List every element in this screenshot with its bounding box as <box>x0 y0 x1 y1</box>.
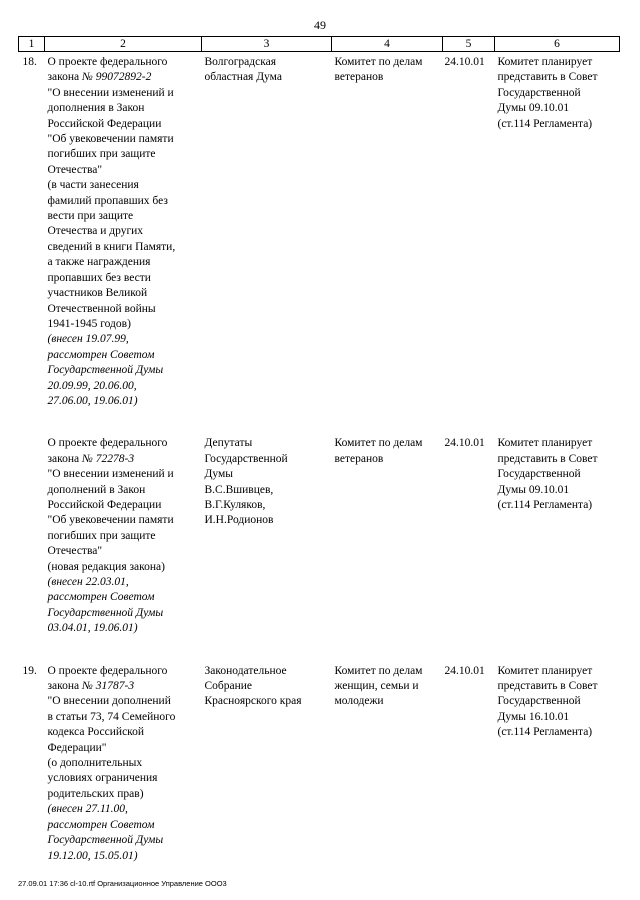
bill-description-line: "О внесении изменений и <box>47 86 174 99</box>
bill-title-line <box>48 679 202 694</box>
note-cell <box>495 433 620 636</box>
initiator-line: И.Н.Родионов <box>204 514 274 527</box>
note-line: представить в Совет <box>497 71 598 84</box>
note-cell <box>495 661 620 864</box>
row-spacer <box>19 637 620 661</box>
committee-cell <box>332 52 443 410</box>
note-line: Государственной <box>497 468 581 481</box>
bill-description-line: дополнений в Закон <box>47 483 146 496</box>
committee-cell <box>332 661 443 864</box>
initiator-line: В.С.Вшивцев, <box>204 483 274 496</box>
note-line: (ст.114 Регламента) <box>497 726 593 739</box>
bill-description-line: пропавших без вести <box>47 271 151 284</box>
initiator-line: В.Г.Куляков, <box>204 498 266 511</box>
note-line: Государственной <box>497 695 581 708</box>
committee-cell <box>332 433 443 636</box>
bill-description-line: погибших при защите <box>47 529 156 542</box>
initiator-line: Депутаты <box>204 437 253 450</box>
row-number-cell <box>19 52 45 410</box>
bill-status-line: Государственной Думы <box>47 606 164 619</box>
note-line: Думы 09.10.01 <box>497 102 570 115</box>
committee-line: ветеранов <box>334 71 384 84</box>
note-cell <box>495 52 620 410</box>
bill-status-line: рассмотрен Советом <box>47 348 155 361</box>
bill-number: № 31787-3 <box>82 680 135 693</box>
column-header: 2 <box>45 37 202 52</box>
bill-description-line: сведений в книги Памяти, <box>47 240 176 253</box>
bill-title: О проекте федерального <box>47 664 168 677</box>
initiator-line: Красноярского края <box>204 695 302 708</box>
table-row <box>19 661 620 864</box>
initiator-line: Думы <box>204 468 233 481</box>
date-cell <box>443 52 495 410</box>
bill-status-line: Государственной Думы <box>47 834 164 847</box>
bill-title-prefix: закона <box>47 71 83 84</box>
note-line: Комитет планирует <box>497 664 593 677</box>
date-value: 24.10.01 <box>444 437 485 450</box>
column-header: 6 <box>495 37 620 52</box>
note-line: Комитет планирует <box>497 437 593 450</box>
bill-description-line: Отечества" <box>47 163 103 176</box>
bill-description-line: условиях ограничения <box>47 772 158 785</box>
bill-description-line: (в части занесения <box>47 179 139 192</box>
note-line: Думы 09.10.01 <box>497 483 570 496</box>
committee-line: женщин, семьи и <box>334 680 419 693</box>
note-line: Думы 16.10.01 <box>497 710 570 723</box>
bill-description-line: (новая редакция закона) <box>47 560 165 573</box>
date-cell <box>443 433 495 636</box>
bill-title: О проекте федерального <box>47 56 168 68</box>
bill-description-line: вести при защите <box>47 210 134 223</box>
table-row <box>19 52 620 410</box>
date-value: 24.10.01 <box>444 664 485 677</box>
bill-description-line: дополнения в Закон <box>47 102 145 115</box>
bill-description-line: "О внесении дополнений <box>47 695 171 708</box>
note-line: (ст.114 Регламента) <box>497 117 593 130</box>
table-body <box>19 52 620 864</box>
note-line: представить в Совет <box>497 680 598 693</box>
bill-cell <box>45 52 202 410</box>
column-header: 3 <box>202 37 332 52</box>
bill-description-line: Российской Федерации <box>47 498 162 511</box>
bill-number: № 72278-3 <box>82 452 135 465</box>
initiator-line: областная Дума <box>204 71 282 84</box>
date-cell <box>443 661 495 864</box>
initiator-cell <box>202 661 332 864</box>
bill-description-line: (о дополнительных <box>47 757 143 770</box>
bill-status-line: (внесен 27.11.00, <box>47 803 128 816</box>
bill-description-line: в статьи 73, 74 Семейного <box>47 710 176 723</box>
bill-status-line: 19.12.00, 15.05.01) <box>47 849 138 862</box>
note-line: (ст.114 Регламента) <box>497 498 593 511</box>
bill-status-line: (внесен 22.03.01, <box>47 576 129 588</box>
bill-title-line <box>48 452 202 467</box>
note-line: представить в Совет <box>497 452 598 465</box>
bill-title-prefix: закона <box>47 452 83 465</box>
note-line: Комитет планирует <box>497 56 593 68</box>
bill-cell <box>45 661 202 864</box>
bill-description-line: "Об увековечении памяти <box>47 133 174 146</box>
initiator-cell <box>202 52 332 410</box>
bill-status-line: рассмотрен Советом <box>47 818 155 831</box>
column-header: 1 <box>19 37 45 52</box>
committee-line: Комитет по делам <box>334 664 423 677</box>
bill-description-line: участников Великой <box>47 287 148 300</box>
row-number-cell <box>19 433 45 636</box>
bill-cell <box>45 433 202 636</box>
date-value: 24.10.01 <box>444 56 485 68</box>
committee-line: Комитет по делам <box>334 437 423 450</box>
bill-description-line: Федерации" <box>47 741 107 754</box>
bill-description-line: Отечественной войны <box>47 302 156 315</box>
committee-line: Комитет по делам <box>334 56 423 68</box>
bill-status-line: (внесен 19.07.99, <box>47 333 129 346</box>
row-spacer <box>19 409 620 433</box>
table-row <box>19 433 620 636</box>
bill-number: № 99072892-2 <box>82 71 152 84</box>
bill-description-line: Российской Федерации <box>47 117 162 130</box>
initiator-line: Волгоградская <box>204 56 277 68</box>
column-header: 5 <box>443 37 495 52</box>
bill-title: О проекте федерального <box>47 437 168 450</box>
bill-status-line: 27.06.00, 19.06.01) <box>47 394 138 407</box>
initiator-cell <box>202 433 332 636</box>
header-row <box>19 37 620 52</box>
committee-line: молодежи <box>334 695 384 708</box>
bill-description-line: 1941-1945 годов) <box>47 317 131 330</box>
row-number: 18. <box>22 56 37 68</box>
bill-title-prefix: закона <box>47 680 83 693</box>
bill-description-line: фамилий пропавших без <box>47 194 168 207</box>
bill-status-line: 03.04.01, 19.06.01) <box>47 622 138 635</box>
initiator-line: Государственной <box>204 452 288 465</box>
initiator-line: Собрание <box>204 680 253 693</box>
bills-table <box>18 36 620 864</box>
bill-status-line: Государственной Думы <box>47 364 164 377</box>
bill-description-line: "О внесении изменений и <box>47 468 174 481</box>
bill-description-line: погибших при защите <box>47 148 156 161</box>
bill-description-line: Отечества и других <box>47 225 144 238</box>
column-header: 4 <box>332 37 443 52</box>
row-number: 19. <box>22 664 37 677</box>
committee-line: ветеранов <box>334 452 384 465</box>
bill-status-line: рассмотрен Советом <box>47 591 155 604</box>
bill-description-line: кодекса Российской <box>47 726 145 739</box>
page-number: 49 <box>314 18 326 32</box>
note-line: Государственной <box>497 86 581 99</box>
bill-description-line: родительских прав) <box>47 787 144 800</box>
initiator-line: Законодательное <box>204 664 287 677</box>
bill-description-line: а также награждения <box>47 256 151 269</box>
bill-status-line: 20.09.99, 20.06.00, <box>47 379 137 392</box>
bill-description-line: Отечества" <box>47 545 103 558</box>
row-number-cell <box>19 661 45 864</box>
bill-description-line: "Об увековечении памяти <box>47 514 174 527</box>
print-footer: 27.09.01 17:36 cl-10.rtf Организационное Управление ООО3 <box>18 879 227 888</box>
bill-title-line <box>48 70 202 85</box>
